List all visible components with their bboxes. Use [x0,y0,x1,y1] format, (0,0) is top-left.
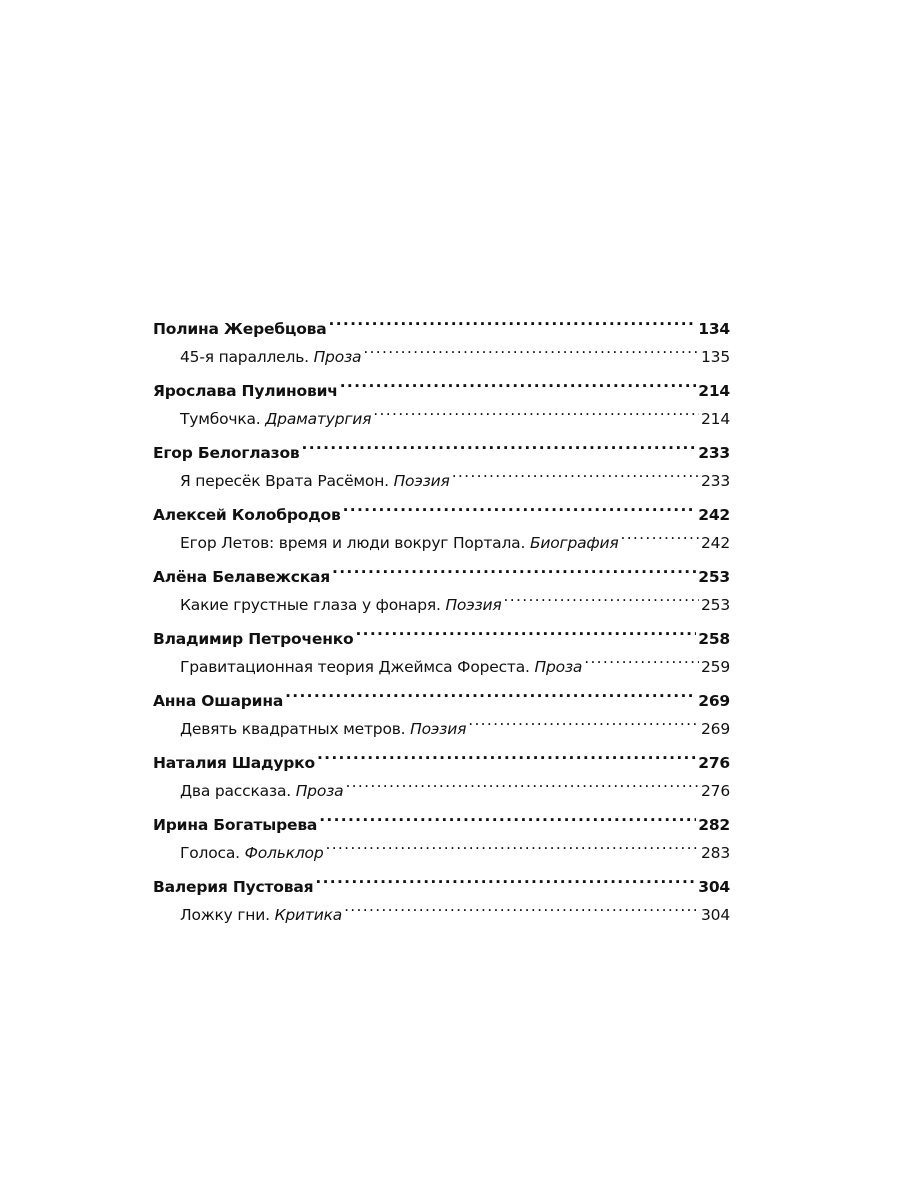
toc-author-line[interactable] [153,616,730,648]
author-page-number: 269 [698,692,730,710]
dot-leader [319,802,696,830]
author-name: Валерия Пустовая [153,878,314,896]
work-page-number: 242 [701,534,730,552]
work-genre: Критика [274,906,343,924]
toc-author-line[interactable] [153,492,730,524]
toc-entry [153,864,730,924]
author-name: Наталия Шадурко [153,754,315,772]
work-genre: Проза [313,348,362,366]
author-name: Анна Ошарина [153,692,284,710]
toc-entry [153,678,730,738]
toc-entry [153,802,730,862]
toc-author-line[interactable] [153,554,730,586]
dot-leader [468,706,699,734]
toc-author-line[interactable] [153,864,730,896]
work-title: Гравитационная теория Джеймса Фореста. [180,658,530,676]
toc-author-line[interactable] [153,740,730,772]
table-of-contents [153,306,730,926]
dot-leader [345,768,699,796]
work-title: 45-я параллель. [180,348,309,366]
work-genre: Поэзия [410,720,467,738]
work-genre: Поэзия [393,472,450,490]
work-page-number: 259 [701,658,730,676]
author-page-number: 258 [698,630,730,648]
toc-author-line[interactable] [153,430,730,462]
work-page-number: 304 [701,906,730,924]
work-page-number: 233 [701,472,730,490]
author-page-number: 214 [698,382,730,400]
author-name: Полина Жеребцова [153,320,327,338]
work-genre: Фольклор [244,844,324,862]
author-name: Владимир Петроченко [153,630,354,648]
toc-entry [153,740,730,800]
author-name: Ирина Богатырева [153,816,318,834]
work-title: Ложку гни. [180,906,270,924]
toc-author-line[interactable] [153,802,730,834]
author-page-number: 253 [698,568,730,586]
work-title: Два рассказа. [180,782,291,800]
dot-leader [285,678,696,706]
author-name: Алексей Колобродов [153,506,341,524]
dot-leader [332,554,696,582]
author-page-number: 134 [698,320,730,338]
toc-entry [153,554,730,614]
author-page-number: 282 [698,816,730,834]
dot-leader [584,644,699,672]
work-title: Егор Летов: время и люди вокруг Портала. [180,534,526,552]
author-page-number: 233 [698,444,730,462]
dot-leader [325,830,699,858]
work-page-number: 135 [701,348,730,366]
toc-author-line[interactable] [153,306,730,338]
dot-leader [373,396,699,424]
author-name: Алёна Белавежская [153,568,331,586]
work-genre: Биография [529,534,619,552]
author-name: Ярослава Пулинович [153,382,338,400]
dot-leader [620,520,699,548]
author-name: Егор Белоглазов [153,444,300,462]
author-page-number: 304 [698,878,730,896]
toc-entry [153,616,730,676]
dot-leader [363,334,699,362]
work-title: Какие грустные глаза у фонаря. [180,596,441,614]
work-title: Я пересёк Врата Расёмон. [180,472,389,490]
author-page-number: 242 [698,506,730,524]
dot-leader [343,492,697,520]
toc-entry [153,368,730,428]
work-page-number: 276 [701,782,730,800]
work-page-number: 269 [701,720,730,738]
toc-entry [153,492,730,552]
work-genre: Драматургия [265,410,372,428]
work-page-number: 283 [701,844,730,862]
work-title: Голоса. [180,844,240,862]
work-genre: Проза [534,658,583,676]
work-genre: Поэзия [445,596,502,614]
dot-leader [504,582,699,610]
dot-leader [355,616,696,644]
dot-leader [315,864,696,892]
work-title: Тумбочка. [180,410,261,428]
dot-leader [344,892,699,920]
dot-leader [302,430,697,458]
work-title: Девять квадратных метров. [180,720,406,738]
toc-entry [153,306,730,366]
dot-leader [340,368,697,396]
toc-author-line[interactable] [153,678,730,710]
dot-leader [317,740,696,768]
dot-leader [452,458,699,486]
toc-author-line[interactable] [153,368,730,400]
dot-leader [329,306,697,334]
author-page-number: 276 [698,754,730,772]
work-page-number: 253 [701,596,730,614]
work-page-number: 214 [701,410,730,428]
work-genre: Проза [295,782,344,800]
toc-entry [153,430,730,490]
